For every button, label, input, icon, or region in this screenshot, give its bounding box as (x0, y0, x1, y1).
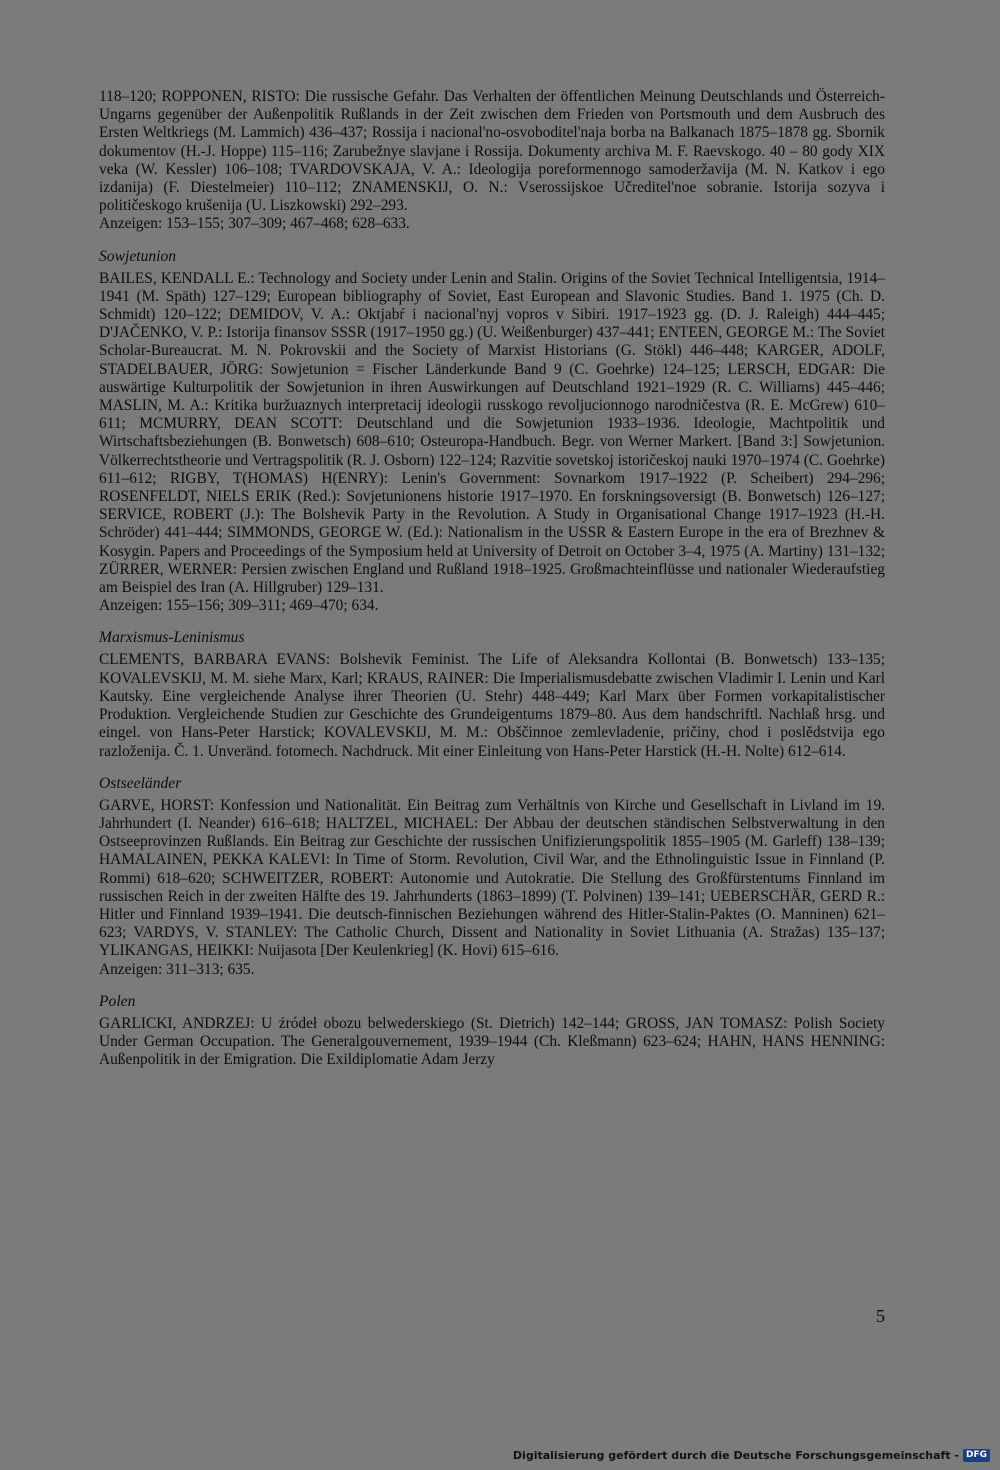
section-text: CLEMENTS, BARBARA EVANS: Bolshevik Feminist. The Life of Aleksandra Kollontai (B. Bonwetsch) 133–135; KOVALEVSKIJ, M. M. siehe Marx, Karl; KRAUS, RAINER: Die Imperialismusdebatte zwischen Vladimir I. Lenin und Karl Kautsky. Eine vergleichende Analyse ihrer Theorien (U. Stehr) 448–449; Karl Marx über Formen vorkapitalistischer Produktion. Vergleichende Studien zur Geschichte des Grundeigentums 1879–80. Aus dem handschriftl. Nachlaß hrsg. und eingel. von Hans-Peter Harstick; KOVALEVSKIJ, M. M.: Obščinnoe zemlevladenie, pričiny, chod i poslědstvija ego razloženija. Č. 1. Unveränd. fotomech. Nachdruck. Mit einer Einleitung von Hans-Peter Harstick (H.-H. Nolte) 612–614. (99, 651, 885, 760)
intro-ads: Anzeigen: 153–155; 307–309; 467–468; 628–633. (99, 215, 410, 233)
section-ostseelaender (99, 775, 885, 979)
section-heading: Ostseeländer (99, 774, 182, 792)
footer-text: Digitalisierung gefördert durch die Deutsche Forschungsgemeinschaft - (512, 1449, 959, 1462)
section-text: GARVE, HORST: Konfession und Nationalität. Ein Beitrag zum Verhältnis von Kirche und Gesellschaft in Livland im 19. Jahrhundert (I. Neander) 616–618; HALTZEL, MICHAEL: Der Abbau der deutschen ständischen Selbstverwaltung in den Ostseeprovinzen Rußlands. Ein Beitrag zur Geschichte der russischen Unifizierungspolitik 1855–1905 (M. Garleff) 138–139; HAMALAINEN, PEKKA KALEVI: In Time of Storm. Revolution, Civil War, and the Ethnolinguistic Issue in Finnland (P. Rommi) 618–620; SCHWEITZER, ROBERT: Autonomie und Autokratie. Die Stellung des Großfürstentums Finnland im russischen Reich in der zweiten Hälfte des 19. Jahrhunderts (1863–1899) (T. Polvinen) 139–141; UEBERSCHÄR, GERD R.: Hitler und Finnland 1939–1941. Die deutsch-finnischen Beziehungen während des Hitler-Stalin-Paktes (O. Manninen) 621–623; VARDYS, V. STANLEY: The Catholic Church, Dissent and Nationality in Soviet Lithuania (A. Stražas) 135–137; YLIKANGAS, HEIKKI: Nuijasota [Der Keulenkrieg] (K. Hovi) 615–616. (99, 796, 885, 960)
section-text: GARLICKI, ANDRZEJ: U źródeł obozu belwederskiego (St. Dietrich) 142–144; GROSS, JAN TOMASZ: Polish Society Under German Occupation. The Generalgouvernement, 1939–1944 (Ch. Kleßmann) 623–624; HAHN, HANS HENNING: Außenpolitik in der Emigration. Die Exildiplomatie Adam Jerzy (99, 1014, 885, 1069)
dfg-logo-icon: DFG (963, 1449, 990, 1462)
section-polen (99, 993, 885, 1070)
footer (513, 1449, 990, 1462)
intro-paragraph: 118–120; ROPPONEN, RISTO: Die russische Gefahr. Das Verhalten der öffentlichen Meinung Deutschlands und Österreich-Ungarns gegenüber der Außenpolitik Rußlands in der Zeit zwischen dem Frieden von Portsmouth und dem Ausbruch des Ersten Weltkriegs (M. Lammich) 436–437; Rossija i nacional'no-osvoboditel'naja borba na Balkanach 1875–1878 gg. Sbornik dokumentov (H.-J. Hoppe) 115–116; Zarubežnye slavjane i Rossija. Dokumenty archiva M. F. Raevskogo. 40 – 80 gody XIX veka (W. Kessler) 106–108; TVARDOVSKAJA, V. A.: Ideologija poreformennogo samoderžavija (M. N. Katkov i ego izdanija) (F. Diestelmeier) 110–112; ZNAMENSKIJ, O. N.: Vserossijskoe Učreditel'noe sobranie. Istorija sozyva i političeskogo krušenija (U. Liszkowski) 292–293. (99, 88, 885, 215)
section-sowjetunion (99, 248, 885, 616)
section-marxismus-leninismus (99, 629, 885, 760)
section-heading: Sowjetunion (99, 247, 177, 265)
section-ads: Anzeigen: 155–156; 309–311; 469–470; 634. (99, 597, 379, 615)
section-heading: Marxismus-Leninismus (99, 629, 245, 647)
section-heading: Polen (99, 992, 136, 1010)
section-ads: Anzeigen: 311–313; 635. (99, 960, 255, 978)
page-number: 5 (876, 1306, 885, 1326)
section-text: BAILES, KENDALL E.: Technology and Society under Lenin and Stalin. Origins of the Soviet Technical Intelligentsia, 1914–1941 (M. Späth) 127–129; European bibliography of Soviet, East European and Slavonic Studies. Band 1. 1975 (Ch. D. Schmidt) 120–122; DEMIDOV, V. A.: Oktjabŕ i nacional'nyj vopros v Sibiri. 1917–1923 gg. (D. J. Raleigh) 444–445; D'JAČENKO, V. P.: Istorija finansov SSSR (1917–1950 gg.) (U. Weißenburger) 437–441; ENTEEN, GEORGE M.: The Soviet Scholar-Bureaucrat. M. N. Pokrovskii and the Society of Marxist Historians (G. Stökl) 446–448; KARGER, ADOLF, STADELBAUER, JÖRG: Sowjetunion = Fischer Länderkunde Band 9 (C. Goehrke) 124–125; LERSCH, EDGAR: Die auswärtige Kulturpolitik der Sowjetunion in ihren Auswirkungen auf Deutschland 1921–1929 (R. C. Williams) 445–446; MASLIN, M. A.: Kritika buržuaznych interpretacij ideologii russkogo revoljucionnogo narodničestva (R. E. McGrew) 610–611; MCMURRY, DEAN SCOTT: Deutschland und die Sowjetunion 1933–1936. Ideologie, Machtpolitik und Wirtschaftsbeziehungen (B. Bonwetsch) 608–610; Osteuropa-Handbuch. Begr. von Werner Markert. [Band 3:] Sowjetunion. Völkerrechtstheorie und Vertragspolitik (R. J. Osborn) 122–124; Razvitie sovetskoj istoričeskoj nauki 1970–1974 (C. Goehrke) 611–612; RIGBY, T(HOMAS) H(ENRY): Lenin's Government: Sovnarkom 1917–1922 (P. Scheibert) 294–296; ROSENFELDT, NIELS ERIK (Red.): Sovjetunionens historie 1917–1970. En forskningsoversigt (B. Bonwetsch) 126–127; SERVICE, ROBERT (J.): The Bolshevik Party in the Revolution. A Study in Organisational Change 1917–1923 (H.-H. Schröder) 441–444; SIMMONDS, GEORGE W. (Ed.): Nationalism in the USSR & Eastern Europe in the era of Brezhnev & Kosygin. Papers and Proceedings of the Symposium held at University of Detroit on October 3–4, 1975 (A. Martiny) 131–132; ZÜRRER, WERNER: Persien zwischen England und Rußland 1918–1925. Großmachteinflüsse und nationaler Wiederaufstieg am Beispiel des Iran (A. Hillgruber) 129–131. (99, 269, 885, 597)
page-content (99, 88, 885, 1069)
